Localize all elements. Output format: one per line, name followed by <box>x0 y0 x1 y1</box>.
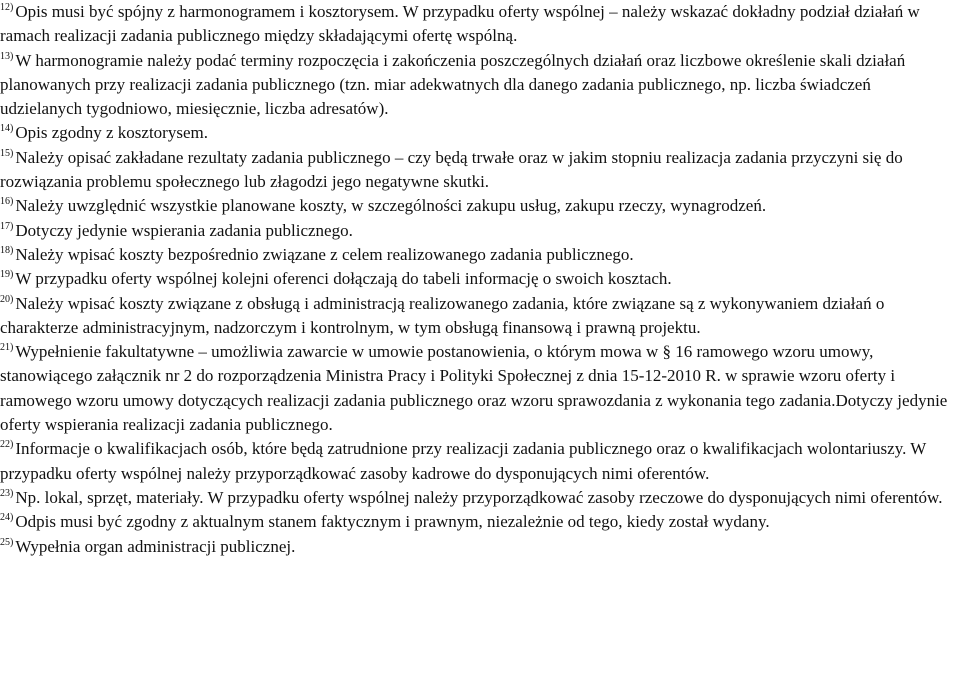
footnote-number: 23) <box>0 487 14 499</box>
footnote-22 <box>0 437 954 486</box>
footnote-number: 13) <box>0 50 14 62</box>
footnote-number: 17) <box>0 220 14 232</box>
footnote-15 <box>0 146 954 195</box>
footnote-21 <box>0 340 954 437</box>
footnote-23 <box>0 486 954 510</box>
footnote-number: 14) <box>0 123 14 135</box>
footnote-text: Należy wpisać koszty bezpośrednio związane z celem realizowanego zadania publicznego. <box>15 244 634 264</box>
footnote-14 <box>0 121 954 145</box>
footnote-number: 18) <box>0 244 14 256</box>
footnote-text: Informacje o kwalifikacjach osób, które będą zatrudnione przy realizacji zadania publicznego oraz o kwalifikacjach wolontariuszy. W przypadku oferty wspólnej należy przyporządkować zasoby kadrowe do dysponujących nimi oferentów. <box>0 439 927 483</box>
footnote-text: Opis musi być spójny z harmonogramem i kosztorysem. W przypadku oferty wspólnej – należy wskazać dokładny podział działań w ramach realizacji zadania publicznego między składającymi ofertę wspólną. <box>0 2 920 46</box>
footnote-text: Wypełnienie fakultatywne – umożliwia zawarcie w umowie postanowienia, o którym mowa w § 16 ramowego wzoru umowy, stanowiącego załącznik nr 2 do rozporządzenia Ministra Pracy i Polityki Społecznej z dnia 15-12-2010 R. w sprawie wzoru oferty i ramowego wzoru umowy dotyczących realizacji zadania publicznego oraz wzoru sprawozdania z wykonania tego zadania.Dotyczy jedynie oferty wspierania realizacji zadania publicznego. <box>0 342 948 435</box>
footnote-number: 20) <box>0 293 14 305</box>
footnote-number: 24) <box>0 512 14 524</box>
footnote-19 <box>0 267 954 291</box>
footnote-25 <box>0 535 954 559</box>
footnote-12 <box>0 0 954 49</box>
footnote-text: Należy wpisać koszty związane z obsługą i administracją realizowanego zadania, które związane są z wykonywaniem działań o charakterze administracyjnym, nadzorczym i kontrolnym, w tym obsługą finansową i prawną projektu. <box>0 293 885 337</box>
footnote-text: Dotyczy jedynie wspierania zadania publicznego. <box>15 220 353 240</box>
footnote-18 <box>0 243 954 267</box>
footnote-text: W harmonogramie należy podać terminy rozpoczęcia i zakończenia poszczególnych działań oraz liczbowe określenie skali działań planowanych przy realizacji zadania publicznego (tzn. miar adekwatnych dla danego zadania publicznego, np. liczba świadczeń udzielanych tygodniowo, miesięcznie, liczba adresatów). <box>0 50 906 119</box>
footnote-text: Odpis musi być zgodny z aktualnym stanem faktycznym i prawnym, niezależnie od tego, kiedy został wydany. <box>15 512 770 532</box>
footnote-17 <box>0 219 954 243</box>
footnote-number: 22) <box>0 439 14 451</box>
footnote-text: Np. lokal, sprzęt, materiały. W przypadku oferty wspólnej należy przyporządkować zasoby rzeczowe do dysponujących nimi oferentów. <box>15 487 943 507</box>
footnote-number: 15) <box>0 147 14 159</box>
footnote-text: Opis zgodny z kosztorysem. <box>15 123 208 143</box>
footnote-number: 12) <box>0 2 14 13</box>
footnote-text: Należy opisać zakładane rezultaty zadania publicznego – czy będą trwałe oraz w jakim stopniu realizacja zadania przyczyni się do rozwiązania problemu społecznego lub złagodzi jego negatywne skutki. <box>0 147 903 192</box>
footnote-text: Wypełnia organ administracji publicznej. <box>15 536 296 556</box>
footnote-number: 19) <box>0 269 14 281</box>
footnote-13 <box>0 49 954 122</box>
footnote-16 <box>0 194 954 218</box>
footnote-number: 25) <box>0 536 14 548</box>
footnote-24 <box>0 510 954 534</box>
footnote-number: 21) <box>0 342 14 354</box>
footnote-20 <box>0 292 954 341</box>
footnote-text: Należy uwzględnić wszystkie planowane koszty, w szczególności zakupu usług, zakupu rzeczy, wynagrodzeń. <box>15 196 767 216</box>
footnote-text: W przypadku oferty wspólnej kolejni oferenci dołączają do tabeli informację o swoich kosztach. <box>15 269 672 289</box>
footnote-number: 16) <box>0 196 14 208</box>
